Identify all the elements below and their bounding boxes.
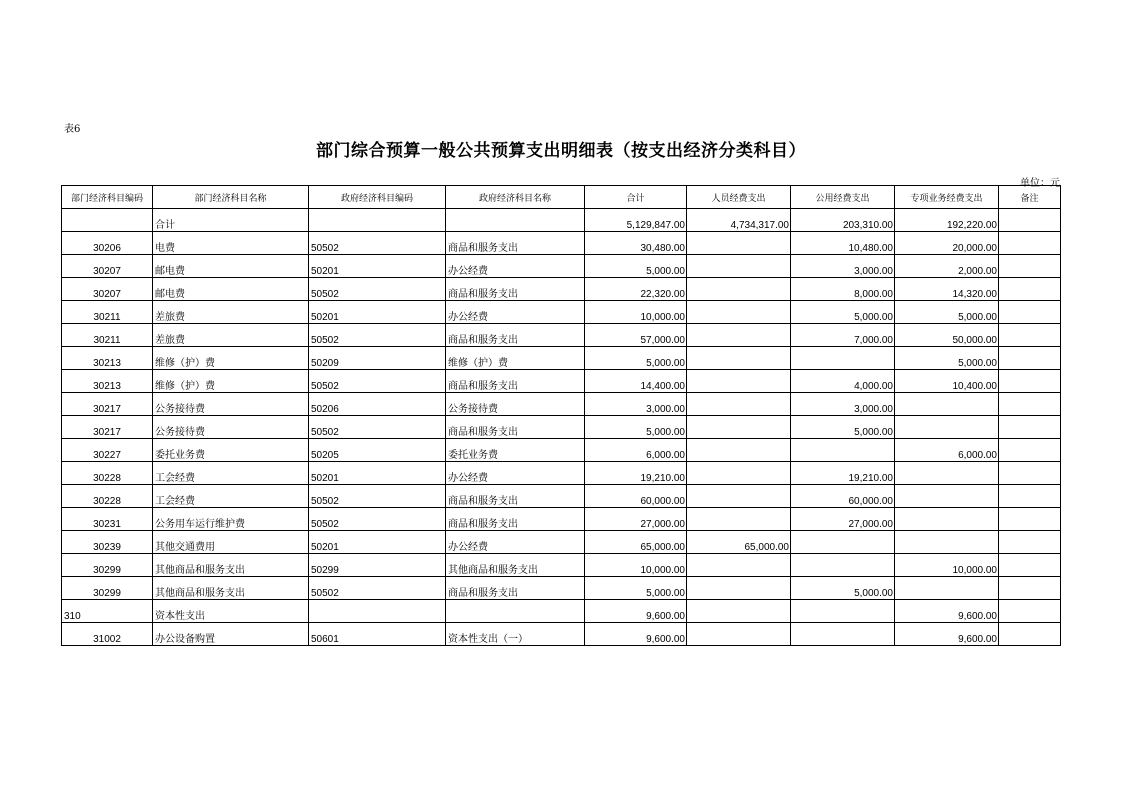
cell-special bbox=[895, 485, 999, 508]
cell-total: 10,000.00 bbox=[585, 301, 687, 324]
cell-dept-name: 其他商品和服务支出 bbox=[153, 554, 309, 577]
cell-public: 3,000.00 bbox=[791, 393, 895, 416]
cell-gov-name: 商品和服务支出 bbox=[446, 232, 585, 255]
cell-personnel bbox=[687, 347, 791, 370]
cell-special: 9,600.00 bbox=[895, 600, 999, 623]
cell-gov-name: 维修（护）费 bbox=[446, 347, 585, 370]
cell-personnel bbox=[687, 370, 791, 393]
cell-special: 10,400.00 bbox=[895, 370, 999, 393]
cell-gov-code: 50201 bbox=[309, 301, 446, 324]
cell-note bbox=[999, 347, 1061, 370]
cell-special bbox=[895, 416, 999, 439]
cell-gov-name: 商品和服务支出 bbox=[446, 577, 585, 600]
cell-dept-name: 差旅费 bbox=[153, 324, 309, 347]
table-row bbox=[62, 554, 1061, 577]
cell-gov-name: 委托业务费 bbox=[446, 439, 585, 462]
table-body bbox=[62, 209, 1061, 646]
cell-public: 19,210.00 bbox=[791, 462, 895, 485]
cell-dept-code: 31002 bbox=[62, 623, 153, 646]
cell-public bbox=[791, 600, 895, 623]
cell-gov-code: 50205 bbox=[309, 439, 446, 462]
table-row bbox=[62, 600, 1061, 623]
cell-gov-name: 商品和服务支出 bbox=[446, 416, 585, 439]
cell-special bbox=[895, 462, 999, 485]
cell-personnel bbox=[687, 554, 791, 577]
cell-gov-name bbox=[446, 209, 585, 232]
cell-dept-code: 30207 bbox=[62, 278, 153, 301]
cell-special bbox=[895, 531, 999, 554]
cell-dept-code: 30206 bbox=[62, 232, 153, 255]
cell-public: 27,000.00 bbox=[791, 508, 895, 531]
cell-dept-code: 30217 bbox=[62, 393, 153, 416]
cell-dept-code: 30299 bbox=[62, 577, 153, 600]
cell-gov-name: 办公经费 bbox=[446, 301, 585, 324]
cell-dept-name: 工会经费 bbox=[153, 462, 309, 485]
cell-special: 14,320.00 bbox=[895, 278, 999, 301]
cell-dept-code: 30213 bbox=[62, 347, 153, 370]
cell-personnel bbox=[687, 577, 791, 600]
cell-gov-code: 50502 bbox=[309, 278, 446, 301]
cell-special: 5,000.00 bbox=[895, 301, 999, 324]
cell-gov-code: 50201 bbox=[309, 531, 446, 554]
cell-personnel: 65,000.00 bbox=[687, 531, 791, 554]
cell-gov-code: 50502 bbox=[309, 232, 446, 255]
cell-dept-code: 30211 bbox=[62, 324, 153, 347]
table-number-label: 表6 bbox=[64, 124, 81, 135]
cell-public: 5,000.00 bbox=[791, 416, 895, 439]
cell-note bbox=[999, 255, 1061, 278]
cell-total: 5,000.00 bbox=[585, 416, 687, 439]
cell-public bbox=[791, 347, 895, 370]
cell-note bbox=[999, 623, 1061, 646]
cell-dept-name: 邮电费 bbox=[153, 278, 309, 301]
cell-note bbox=[999, 462, 1061, 485]
cell-dept-name: 公务用车运行维护费 bbox=[153, 508, 309, 531]
table-row bbox=[62, 255, 1061, 278]
cell-total: 60,000.00 bbox=[585, 485, 687, 508]
cell-total: 14,400.00 bbox=[585, 370, 687, 393]
table-header-row bbox=[62, 186, 1061, 209]
cell-total: 57,000.00 bbox=[585, 324, 687, 347]
cell-personnel bbox=[687, 508, 791, 531]
cell-dept-name: 合计 bbox=[153, 209, 309, 232]
cell-dept-code: 30299 bbox=[62, 554, 153, 577]
cell-public bbox=[791, 439, 895, 462]
page-title: 部门综合预算一般公共预算支出明细表（按支出经济分类科目） bbox=[316, 141, 806, 161]
cell-note bbox=[999, 301, 1061, 324]
cell-total: 5,000.00 bbox=[585, 577, 687, 600]
table-row bbox=[62, 531, 1061, 554]
cell-public: 10,480.00 bbox=[791, 232, 895, 255]
header-special: 专项业务经费支出 bbox=[895, 186, 999, 209]
cell-gov-code: 50502 bbox=[309, 577, 446, 600]
cell-personnel bbox=[687, 439, 791, 462]
cell-dept-code: 30231 bbox=[62, 508, 153, 531]
cell-note bbox=[999, 577, 1061, 600]
cell-total: 30,480.00 bbox=[585, 232, 687, 255]
cell-gov-code: 50502 bbox=[309, 416, 446, 439]
cell-personnel bbox=[687, 255, 791, 278]
cell-dept-name: 邮电费 bbox=[153, 255, 309, 278]
header-note: 备注 bbox=[999, 186, 1061, 209]
cell-special: 192,220.00 bbox=[895, 209, 999, 232]
header-total: 合计 bbox=[585, 186, 687, 209]
header-dept-code: 部门经济科目编码 bbox=[62, 186, 153, 209]
cell-public: 5,000.00 bbox=[791, 577, 895, 600]
cell-gov-code: 50201 bbox=[309, 462, 446, 485]
table-row bbox=[62, 278, 1061, 301]
cell-special: 6,000.00 bbox=[895, 439, 999, 462]
cell-public bbox=[791, 531, 895, 554]
cell-gov-name: 商品和服务支出 bbox=[446, 485, 585, 508]
cell-personnel bbox=[687, 623, 791, 646]
cell-special: 10,000.00 bbox=[895, 554, 999, 577]
cell-public: 8,000.00 bbox=[791, 278, 895, 301]
cell-gov-code: 50206 bbox=[309, 393, 446, 416]
cell-total: 22,320.00 bbox=[585, 278, 687, 301]
cell-gov-name: 其他商品和服务支出 bbox=[446, 554, 585, 577]
cell-public bbox=[791, 554, 895, 577]
cell-personnel bbox=[687, 301, 791, 324]
cell-special: 50,000.00 bbox=[895, 324, 999, 347]
cell-gov-name bbox=[446, 600, 585, 623]
cell-dept-name: 办公设备购置 bbox=[153, 623, 309, 646]
cell-gov-name: 商品和服务支出 bbox=[446, 278, 585, 301]
table-row bbox=[62, 370, 1061, 393]
cell-dept-name: 其他交通费用 bbox=[153, 531, 309, 554]
cell-dept-name: 公务接待费 bbox=[153, 416, 309, 439]
cell-personnel bbox=[687, 278, 791, 301]
cell-personnel bbox=[687, 416, 791, 439]
cell-dept-name: 电费 bbox=[153, 232, 309, 255]
cell-gov-code: 50201 bbox=[309, 255, 446, 278]
cell-gov-name: 商品和服务支出 bbox=[446, 324, 585, 347]
cell-dept-name: 公务接待费 bbox=[153, 393, 309, 416]
cell-note bbox=[999, 324, 1061, 347]
cell-note bbox=[999, 508, 1061, 531]
table-row bbox=[62, 508, 1061, 531]
cell-dept-code: 310 bbox=[62, 600, 153, 623]
cell-note bbox=[999, 554, 1061, 577]
cell-personnel bbox=[687, 324, 791, 347]
table-row bbox=[62, 393, 1061, 416]
cell-special: 20,000.00 bbox=[895, 232, 999, 255]
cell-gov-code: 50502 bbox=[309, 485, 446, 508]
cell-gov-name: 公务接待费 bbox=[446, 393, 585, 416]
table-row bbox=[62, 416, 1061, 439]
table-row bbox=[62, 623, 1061, 646]
cell-total: 6,000.00 bbox=[585, 439, 687, 462]
cell-total: 27,000.00 bbox=[585, 508, 687, 531]
cell-dept-name: 委托业务费 bbox=[153, 439, 309, 462]
cell-note bbox=[999, 393, 1061, 416]
cell-dept-code: 30228 bbox=[62, 485, 153, 508]
cell-note bbox=[999, 278, 1061, 301]
cell-note bbox=[999, 600, 1061, 623]
cell-personnel: 4,734,317.00 bbox=[687, 209, 791, 232]
cell-note bbox=[999, 209, 1061, 232]
cell-total: 5,129,847.00 bbox=[585, 209, 687, 232]
cell-note bbox=[999, 416, 1061, 439]
table-row bbox=[62, 347, 1061, 370]
table-row bbox=[62, 439, 1061, 462]
cell-personnel bbox=[687, 485, 791, 508]
cell-public: 3,000.00 bbox=[791, 255, 895, 278]
cell-dept-name: 资本性支出 bbox=[153, 600, 309, 623]
cell-personnel bbox=[687, 393, 791, 416]
cell-note bbox=[999, 439, 1061, 462]
cell-total: 10,000.00 bbox=[585, 554, 687, 577]
cell-special: 2,000.00 bbox=[895, 255, 999, 278]
table-row bbox=[62, 232, 1061, 255]
table-row bbox=[62, 324, 1061, 347]
header-public: 公用经费支出 bbox=[791, 186, 895, 209]
cell-gov-name: 商品和服务支出 bbox=[446, 370, 585, 393]
cell-public: 4,000.00 bbox=[791, 370, 895, 393]
unit-label: 单位：元 bbox=[1020, 178, 1060, 189]
cell-note bbox=[999, 370, 1061, 393]
cell-dept-code bbox=[62, 209, 153, 232]
cell-personnel bbox=[687, 600, 791, 623]
cell-dept-name: 工会经费 bbox=[153, 485, 309, 508]
cell-dept-code: 30227 bbox=[62, 439, 153, 462]
cell-public bbox=[791, 623, 895, 646]
cell-gov-code: 50502 bbox=[309, 508, 446, 531]
cell-total: 3,000.00 bbox=[585, 393, 687, 416]
cell-gov-code: 50209 bbox=[309, 347, 446, 370]
cell-personnel bbox=[687, 232, 791, 255]
cell-total: 5,000.00 bbox=[585, 255, 687, 278]
cell-dept-name: 其他商品和服务支出 bbox=[153, 577, 309, 600]
cell-special: 9,600.00 bbox=[895, 623, 999, 646]
cell-gov-name: 办公经费 bbox=[446, 462, 585, 485]
cell-public: 203,310.00 bbox=[791, 209, 895, 232]
cell-gov-code: 50601 bbox=[309, 623, 446, 646]
cell-gov-code bbox=[309, 209, 446, 232]
header-personnel: 人员经费支出 bbox=[687, 186, 791, 209]
cell-special: 5,000.00 bbox=[895, 347, 999, 370]
header-dept-name: 部门经济科目名称 bbox=[153, 186, 309, 209]
cell-dept-code: 30207 bbox=[62, 255, 153, 278]
cell-dept-code: 30239 bbox=[62, 531, 153, 554]
cell-personnel bbox=[687, 462, 791, 485]
cell-gov-name: 办公经费 bbox=[446, 531, 585, 554]
cell-public: 5,000.00 bbox=[791, 301, 895, 324]
cell-special bbox=[895, 393, 999, 416]
header-gov-name: 政府经济科目名称 bbox=[446, 186, 585, 209]
cell-gov-name: 商品和服务支出 bbox=[446, 508, 585, 531]
table-row bbox=[62, 462, 1061, 485]
cell-special bbox=[895, 508, 999, 531]
cell-note bbox=[999, 485, 1061, 508]
cell-total: 9,600.00 bbox=[585, 623, 687, 646]
cell-note bbox=[999, 531, 1061, 554]
cell-total: 5,000.00 bbox=[585, 347, 687, 370]
cell-gov-code: 50502 bbox=[309, 324, 446, 347]
cell-dept-code: 30228 bbox=[62, 462, 153, 485]
cell-total: 9,600.00 bbox=[585, 600, 687, 623]
table-row bbox=[62, 209, 1061, 232]
cell-public: 7,000.00 bbox=[791, 324, 895, 347]
cell-note bbox=[999, 232, 1061, 255]
cell-total: 65,000.00 bbox=[585, 531, 687, 554]
cell-public: 60,000.00 bbox=[791, 485, 895, 508]
cell-dept-name: 差旅费 bbox=[153, 301, 309, 324]
cell-gov-code: 50502 bbox=[309, 370, 446, 393]
cell-gov-name: 办公经费 bbox=[446, 255, 585, 278]
cell-special bbox=[895, 577, 999, 600]
table-row bbox=[62, 577, 1061, 600]
cell-gov-code: 50299 bbox=[309, 554, 446, 577]
cell-dept-code: 30211 bbox=[62, 301, 153, 324]
cell-dept-name: 维修（护）费 bbox=[153, 370, 309, 393]
cell-gov-name: 资本性支出（一） bbox=[446, 623, 585, 646]
table-row bbox=[62, 301, 1061, 324]
cell-gov-code bbox=[309, 600, 446, 623]
cell-total: 19,210.00 bbox=[585, 462, 687, 485]
budget-expenditure-table bbox=[61, 185, 1061, 646]
table-row bbox=[62, 485, 1061, 508]
cell-dept-code: 30217 bbox=[62, 416, 153, 439]
cell-dept-name: 维修（护）费 bbox=[153, 347, 309, 370]
cell-dept-code: 30213 bbox=[62, 370, 153, 393]
header-gov-code: 政府经济科目编码 bbox=[309, 186, 446, 209]
